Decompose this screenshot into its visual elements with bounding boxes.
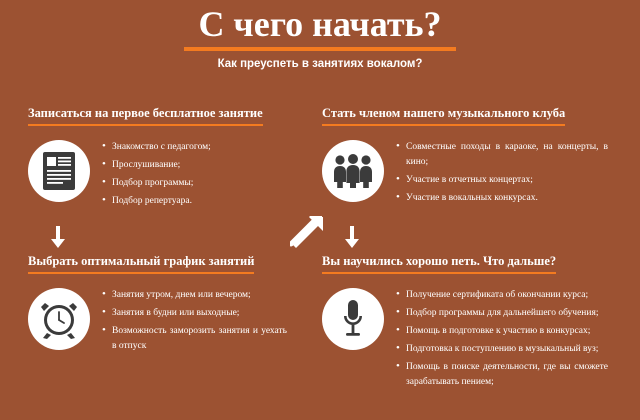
arrow-diagonal-up-right-icon xyxy=(290,214,324,248)
list-item: • Подбор программы для дальнейшего обучения; xyxy=(396,306,608,321)
list-item: • Прослушивание; xyxy=(102,158,252,173)
block-schedule-heading: Выбрать оптимальный график занятий xyxy=(28,254,254,274)
list-item: • Совместные походы в караоке, на концерты, в кино; xyxy=(396,140,608,170)
list-item: • Получение сертификата об окончании курса; xyxy=(396,288,608,303)
block-trial-lesson xyxy=(28,104,298,212)
list-item: • Возможность заморозить занятия и уехать в отпуск xyxy=(102,324,287,354)
list-item: • Подбор программы; xyxy=(102,176,252,191)
list-item: • Помощь в поиске деятельности, где вы сможете зарабатывать пением; xyxy=(396,360,608,390)
list-item: • Участие в отчетных концертах; xyxy=(396,173,608,188)
three-people-icon xyxy=(322,140,384,202)
block-schedule-body xyxy=(28,288,298,357)
arrow-down-right-icon xyxy=(342,226,362,248)
block-whats-next xyxy=(322,252,622,393)
page-title: С чего начать? xyxy=(184,4,455,51)
list-item: • Занятия в будни или выходные; xyxy=(102,306,287,321)
list-item: • Участие в вокальных конкурсах. xyxy=(396,191,608,206)
list-item: • Помощь в подготовке к участию в конкурсах; xyxy=(396,324,608,339)
block-schedule xyxy=(28,252,298,357)
block-trial-lesson-list xyxy=(102,140,252,212)
page-subtitle: Как преуспеть в занятиях вокалом? xyxy=(217,58,423,70)
alarm-clock-icon xyxy=(28,288,90,350)
block-whats-next-heading: Вы научились хорошо петь. Что дальше? xyxy=(322,254,556,274)
list-item: • Подготовка к поступлению в музыкальный вуз; xyxy=(396,342,608,357)
microphone-icon xyxy=(322,288,384,350)
block-music-club-list xyxy=(396,140,608,209)
block-whats-next-body xyxy=(322,288,622,393)
title-container xyxy=(0,4,640,51)
list-item: • Знакомство с педагогом; xyxy=(102,140,252,155)
block-music-club-heading: Стать членом нашего музыкального клуба xyxy=(322,106,565,126)
block-trial-lesson-heading: Записаться на первое бесплатное занятие xyxy=(28,106,263,126)
block-trial-lesson-body xyxy=(28,140,298,212)
list-item: • Подбор репертуара. xyxy=(102,194,252,209)
arrow-down-left-icon xyxy=(48,226,68,248)
block-whats-next-list xyxy=(396,288,608,393)
block-music-club xyxy=(322,104,622,209)
list-item: • Занятия утром, днем или вечером; xyxy=(102,288,287,303)
block-schedule-list xyxy=(102,288,287,357)
block-music-club-body xyxy=(322,140,622,209)
document-lines-icon xyxy=(28,140,90,202)
